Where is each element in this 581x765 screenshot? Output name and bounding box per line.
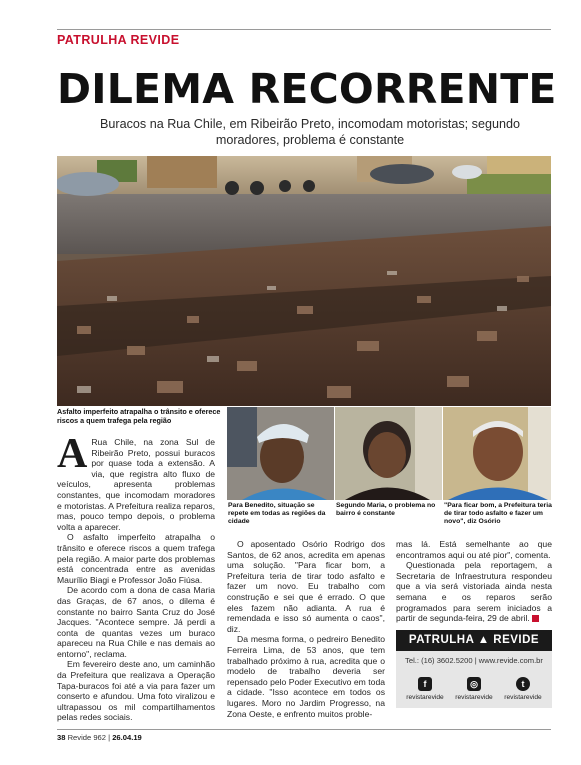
contact-line: Tel.: (16) 3602.5200 | www.revide.com.br bbox=[396, 651, 552, 671]
portrait-caption-osorio: "Para ficar bom, a Prefeitura teria de tirar todo asfalto e fazer um novo", diz Osório bbox=[444, 502, 552, 526]
subhead: Buracos na Rua Chile, em Ribeirão Preto, incomodam motoristas; segundo moradores, problema é constante bbox=[100, 117, 520, 147]
end-mark-icon bbox=[532, 615, 539, 622]
portrait-benedito bbox=[227, 407, 334, 500]
patrulha-revide-box bbox=[396, 630, 552, 708]
folio: 38 Revide 962 | 26.04.19 bbox=[57, 733, 142, 742]
social-links bbox=[396, 671, 552, 708]
page-number: 38 bbox=[57, 733, 66, 742]
body-paragraph: De acordo com a dona de casa Maria das Graças, de 67 anos, o dilema é constante no bairro Santa Cruz do José Jacques. "Acontece sempre. Já perdi a conta de quantas vezes um buraco apareceu na Rua Chile e nas demais ao entorno", reclama. bbox=[57, 585, 215, 659]
body-paragraph: O asfalto imperfeito atrapalha o trânsito e oferece riscos a quem trafega pela região. A maior parte dos problemas está concentrada entre as avenidas Maurílio Biagi e Professor João Fiúsa. bbox=[57, 532, 215, 585]
magazine-issue: Revide 962 bbox=[67, 733, 106, 742]
portrait-osorio bbox=[443, 407, 551, 500]
body-paragraph: Da mesma forma, o pedreiro Benedito Ferreira Lima, de 53 anos, que tem trabalhado próximo à rua, acredita que o modelo de trabalho deveria ser repensado pelo Poder Executivo em toda a cidade. "Isso acontece em todos os lugares. Moro no Jardim Progresso, na Zona Oeste, e enfrento muitos proble- bbox=[227, 634, 385, 719]
body-paragraph: Em fevereiro deste ano, um caminhão da Prefeitura que realizava a Operação Tapa-buracos foi até a via para fazer um conserto e afundou. Uma foto viralizou e ultrapassou os mil compartilhamentos pelas redes sociais. bbox=[57, 659, 215, 723]
body-column-2 bbox=[227, 539, 385, 719]
social-facebook[interactable] bbox=[402, 677, 448, 708]
portrait-caption-benedito: Para Benedito, situação se repete em todas as regiões da cidade bbox=[228, 502, 326, 526]
body-column-1 bbox=[57, 431, 215, 723]
bottom-rule bbox=[57, 729, 551, 730]
body-paragraph: O aposentado Osório Rodrigo dos Santos, de 62 anos, acredita em apenas uma solução. "Para ficar bom, a Prefeitura teria de tirar todo asfalto e fazer um novo. Eu trabalho com construção e sei que é errado. O que eles fazem não adianta. A rua é remendada e isso só aumenta o caos", diz. bbox=[227, 539, 385, 634]
portrait-caption-maria: Segundo Maria, o problema no bairro é constante bbox=[336, 502, 436, 518]
headline: DILEMA RECORRENTE bbox=[57, 65, 557, 113]
body-paragraph: Questionada pela reportagem, a Secretaria de Infraestrutura respondeu que a via será vistoriada ainda nesta semana e os reparos serão programados para serem iniciados a partir de segunda-feira, 29 de abril. bbox=[396, 560, 552, 624]
hero-photo bbox=[57, 156, 551, 406]
top-rule bbox=[57, 29, 551, 30]
issue-date: 26.04.19 bbox=[112, 733, 142, 742]
social-handle: revistarevide bbox=[455, 694, 493, 701]
patrulha-revide-logo: PATRULHA ▲ REVIDE bbox=[396, 630, 552, 651]
social-handle: revistarevide bbox=[504, 694, 542, 701]
facebook-icon: f bbox=[418, 677, 432, 691]
social-twitter[interactable] bbox=[500, 677, 546, 708]
hero-caption: Asfalto imperfeito atrapalha o trânsito e oferece riscos a quem trafega pela região bbox=[57, 407, 221, 425]
social-handle: revistarevide bbox=[406, 694, 444, 701]
body-column-3 bbox=[396, 539, 552, 624]
body-paragraph: mas lá. Está semelhante ao que encontramos aqui ou até pior", comenta. bbox=[396, 539, 552, 560]
instagram-icon: ◎ bbox=[467, 677, 481, 691]
portrait-maria bbox=[335, 407, 442, 500]
twitter-icon: t bbox=[516, 677, 530, 691]
section-tag: PATRULHA REVIDE bbox=[57, 33, 180, 47]
social-instagram[interactable] bbox=[451, 677, 497, 708]
dropcap: A bbox=[57, 431, 88, 477]
body-paragraph: A Rua Chile, na zona Sul de Ribeirão Preto, possui buracos por quase toda a extensão. A via, que registra alto fluxo de veículos, apresenta problemas constantes, que incomodam moradores e motoristas. A Prefeitura realiza reparos, mas, pouco tempo depois, o problema volta a aparecer. bbox=[57, 431, 215, 532]
